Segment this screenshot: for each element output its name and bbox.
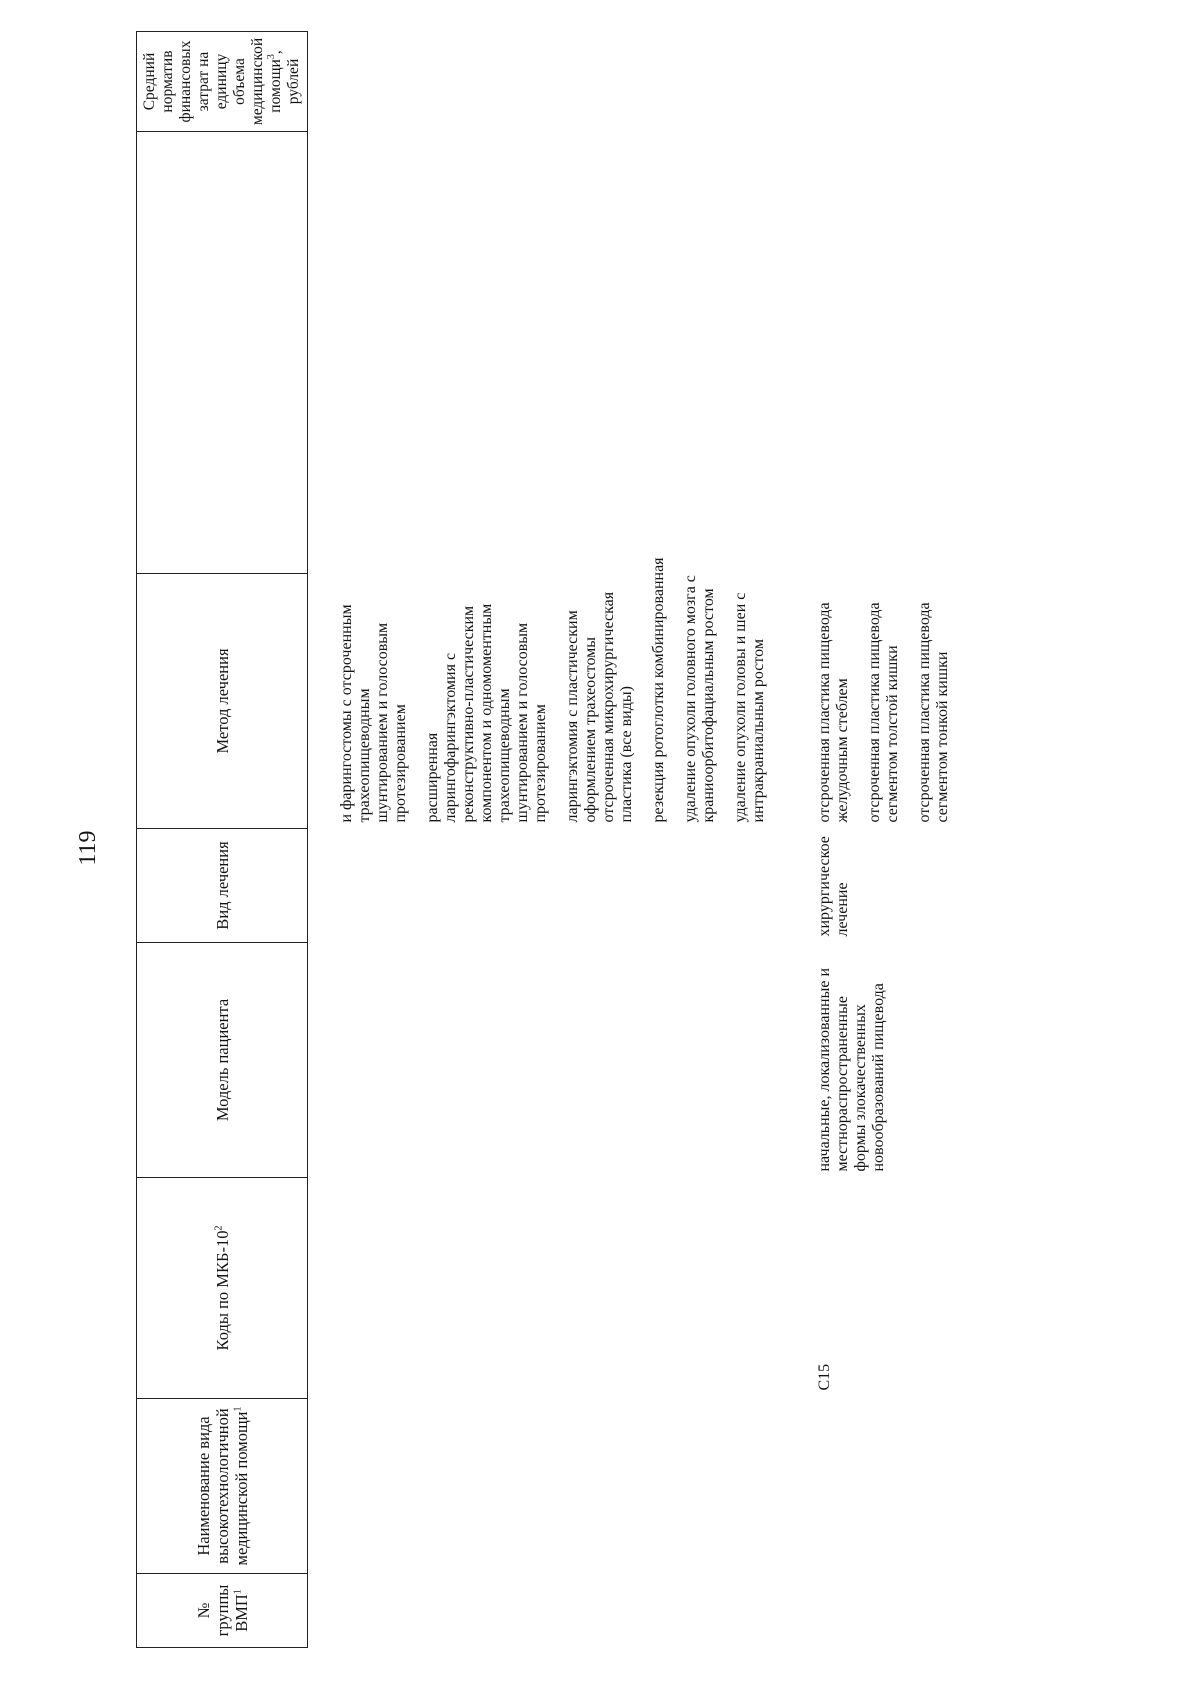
page-number: 119 [75, 830, 101, 866]
table-row [308, 32, 816, 1648]
methods-c15 [816, 132, 952, 829]
header-spacer [137, 132, 308, 574]
continuation-methods [308, 132, 816, 829]
method-item: отсроченная микрохирургическая пластика (все виды) [600, 591, 635, 823]
method-item: удаление опухоли головы и шеи с интракраниальным ростом [732, 592, 767, 823]
method-item: расширенная ларингофарингэктомия с реконструктивно-пластическим компонентом и одномоментным трахеопищеводным шунтированием и голосовым протезированием [424, 603, 549, 823]
method-item: отсроченная пластика пищевода сегментом толстой кишки [865, 602, 901, 823]
header-treatment-type: Вид лечения [137, 829, 308, 943]
method-item: отсроченная пластика пищевода желудочным стеблем [815, 602, 851, 823]
header-patient-model: Модель пациента [137, 943, 308, 1178]
rotated-table-canvas [136, 32, 1196, 1648]
vmp-table [136, 31, 952, 1648]
treatment-type-c15: хирургическое лечение [815, 836, 851, 937]
method-item: резекция ротоглотки комбинированная [650, 557, 667, 823]
method-item: удаление опухоли головного мозга с краниоорбитофациальным ростом [682, 575, 717, 823]
header-treatment-method: Метод лечения [137, 574, 308, 829]
icd-code-c15: C15 [815, 1363, 833, 1391]
patient-model-c15: начальные, локализованные и местнораспространенные формы злокачественных новообразований пищевода [815, 967, 887, 1172]
table-header-row [137, 32, 308, 1648]
header-group-no: № группы ВМП$^1$ [137, 1574, 308, 1648]
method-item: отсроченная пластика пищевода сегментом тонкой кишки [915, 602, 951, 823]
method-item: и фарингостомы с отсроченным трахеопищеводным шунтированием и голосовым протезированием [338, 604, 409, 823]
method-item: ларингэктомия с пластическим оформлением трахеостомы [564, 610, 599, 823]
table-row-c15 [816, 32, 952, 1648]
header-vmp-name: Наименование вида высокотехнологичной медицинской помощи$^1$ [137, 1399, 308, 1574]
header-icd-codes: Коды по МКБ-$10^2$ [137, 1178, 308, 1399]
header-cost-norm: Средний норматив финансовых затрат на единицу объема медицинской помощи$^3$, рублей [137, 32, 308, 132]
